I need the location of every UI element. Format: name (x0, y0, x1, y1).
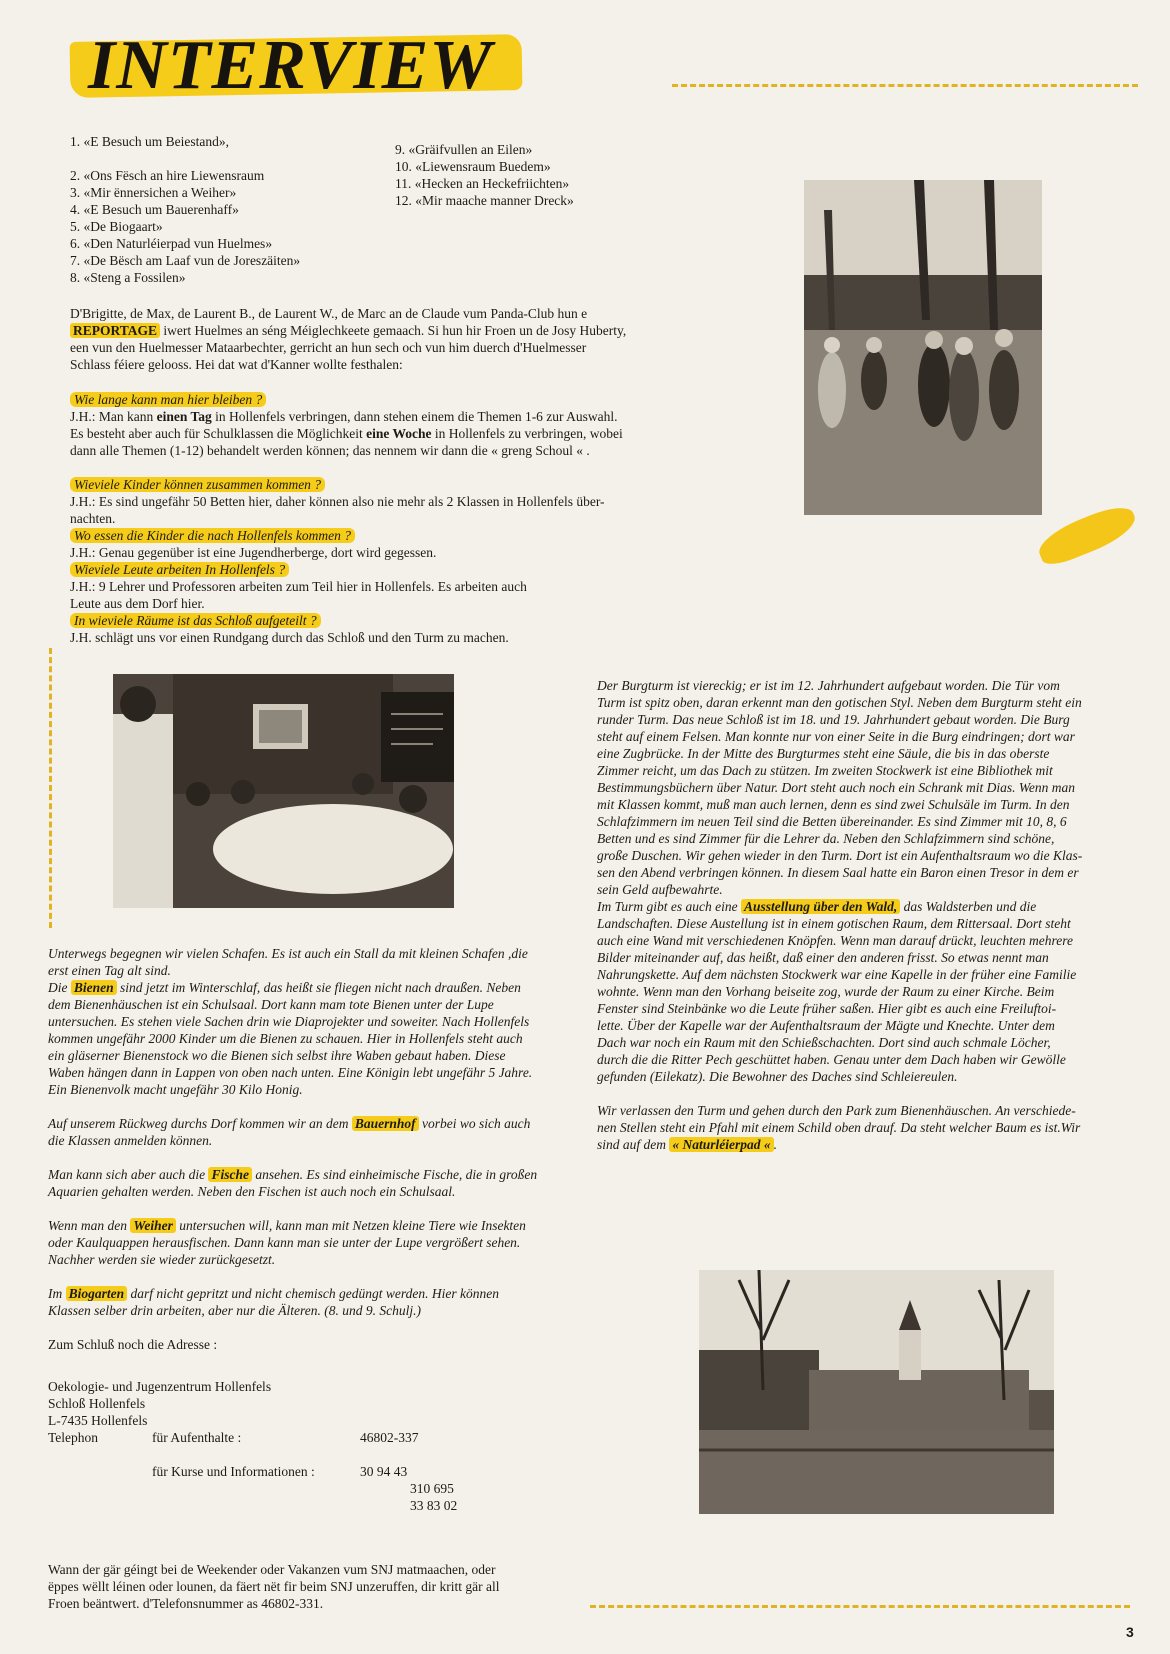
question-4: Wieviele Leute arbeiten In Hollenfels ? (70, 562, 289, 577)
biogarten-highlight: Biogarten (66, 1286, 128, 1301)
list-item: 2. «Ons Fësch an hire Liewensraum (70, 168, 265, 183)
reportage-highlight: REPORTAGE (70, 323, 160, 338)
list-item: 12. «Mir maache manner Dreck» (395, 193, 574, 208)
intro-line: een vun den Huelmesser Mataarbechter, gerricht an hun sech och vun him duerch d'Huelmesser (70, 340, 587, 355)
photo-courtyard-group (804, 180, 1042, 515)
footer-dashed-rule (590, 1605, 1130, 1608)
list-item: 7. «De Bësch am Laaf vun de Joreszäiten» (70, 253, 301, 268)
answer-line: J.H.: Es sind ungefähr 50 Betten hier, daher können also nie mehr als 2 Klassen in Hollenfels über- (70, 494, 605, 509)
weiher-highlight: Weiher (130, 1218, 176, 1233)
header-dashed-rule (672, 84, 1138, 87)
list-item: 6. «Den Naturléierpad vun Huelmes» (70, 236, 273, 251)
answer-line: J.H.: 9 Lehrer und Professoren arbeiten zum Teil hier in Hollenfels. Es arbeiten auch (70, 579, 527, 594)
intro-line: Schlass féiere gelooss. Hei dat wat d'Kanner wollte festhalen: (70, 357, 403, 372)
address-line: L-7435 Hollenfels (48, 1413, 148, 1428)
list-item: 11. «Hecken an Heckefriichten» (395, 176, 570, 191)
courses-number-2: 310 695 (410, 1481, 454, 1496)
question-2: Wieviele Kinder können zusammen kommen ? (70, 477, 325, 492)
answer-line: J.H. schlägt uns vor einen Rundgang durch das Schloß und den Turm zu machen. (70, 630, 509, 645)
courses-number-1: 30 94 43 (360, 1464, 408, 1479)
footer-note: Wann der gär géingt bei de Weekender oder Vakanzen vum SNJ matmaachen, oder ëppes wëllt léinen oder lounen, da fäert nët fir beim SNJ unzeruffen, dir kritt gär all Froen beäntwert. d'Telefonsnummer as 46802-331. (48, 1562, 500, 1611)
fische-highlight: Fische (208, 1167, 252, 1182)
decorative-brush-stroke (1033, 500, 1140, 570)
answer-line: nachten. (70, 511, 116, 526)
list-item: 9. «Gräifvullen an Eilen» (395, 142, 533, 157)
photo-classroom (113, 674, 454, 908)
topic-list-right (395, 141, 574, 209)
answer-line: Leute aus dem Dorf hier. (70, 596, 205, 611)
answer-line: J.H.: Genau gegenüber ist eine Jugendherberge, dort wird gegessen. (70, 545, 437, 560)
address-line: Oekologie- und Jugenzentrum Hollenfels (48, 1379, 272, 1394)
list-item: 10. «Liewensraum Buedem» (395, 159, 551, 174)
qa-section (70, 391, 730, 646)
ausstellung-highlight: Ausstellung über den Wald, (741, 899, 900, 914)
telephone-label: Telephon (48, 1430, 99, 1445)
list-item: 5. «De Biogaart» (70, 219, 163, 234)
question-1: Wie lange kann man hier bleiben ? (70, 392, 266, 407)
question-3: Wo essen die Kinder die nach Hollenfels kommen ? (70, 528, 355, 543)
topic-list-left (70, 133, 300, 286)
list-item: 4. «E Besuch um Bauerenhaff» (70, 202, 239, 217)
list-item: 8. «Steng a Fossilen» (70, 270, 186, 285)
answer-line: dann alle Themen (1-12) behandelt werden können; das nennem wir dann die « greng Schoul « . (70, 443, 590, 458)
address-block (48, 1336, 608, 1514)
intro-line: D'Brigitte, de Max, de Laurent B., de Laurent W., de Marc an de Claude vum Panda-Club hun e (70, 306, 588, 321)
vertical-dashed-rule (49, 648, 52, 928)
page-title: INTERVIEW (88, 27, 493, 104)
intro-paragraph (70, 305, 710, 373)
address-intro: Zum Schluß noch die Adresse : (48, 1337, 218, 1352)
page-number: 3 (1126, 1624, 1134, 1640)
answer-line: Es besteht aber auch für Schulklassen die Möglichkeit eine Woche in Hollenfels zu verbringen, wobei (70, 426, 623, 441)
right-article-column: Der Burgturm ist viereckig; er ist im 12. Jahrhundert aufgebaut worden. Die Tür vom Turm ist spitz oben, daran erkennt man den gotischen Styl. Neben dem Burgturm steht ein runder Turm. Das neue Schloß ist im 18. und 19. Jahrhundert gebaut worden. Die Burg steht auf einem Felsen. Man konnte nur von einer Seite in die Burg eindringen; dort war eine Zugbrücke. In der Mitte des Burgturmes steht eine Säule, die bis in das oberste Zimmer reicht, um das Dach zu stützen. Im zweiten Stockwerk ist eine Bibliothek mit Bestimmungsbüchern über Natur. Dort steht auch noch ein Schrank mit Dias. Wenn man mit Klassen kommt, muß man auch lernen, denn es sind zwei Schulsäle im Turm. In den Schlafzimmern im neuen Teil sind die Betten übereinander. Es sind Zimmer mit 10, 8, 6 Betten und es sind Zimmer für die Lehrer da. Neben den Schlafzimmern sind schöne, große Duschen. Wir gehen wieder in den Turm. Dort ist ein Aufenthaltsraum wo die Klas- sen den Abend verbringen können. In diesem Saal hatte ein Baron einen Tresor in dem er sein Geld aufbewahrte. Im Turm gibt es auch eine Ausstellung über den Wald, das Waldsterben und die Landschaften. Diese Austellung ist in einem gotischen Raum, dem Rittersaal. Dort steht auch eine Wand mit verschiedenen Knöpfen. Wenn man darauf drückt, leuchten mehrere Bilder miteinander auf, das heißt, daß einer den anderen frisst. So etwas nennt man Nahrungskette. Auf dem nächsten Stockwerk war eine Kapelle in der früher eine Familie wohnte. Wenn man den Vorhang beiseite zog, wurde der Raum zu einer Kirche. Beim Fenster sind Steinbänke wo die Leute früher saßen. Hier gibt es auch eine Freiluftoi- lette. Über der Kapelle war der Aufenthaltsraum der Mägte und Knechte. Unter dem Dach war noch ein Raum mit den Schießschachten. Dort sind auch schmale Löcher, durch die die Ritter Pech geschüttet haben. Genau unter dem Dach haben wir Gewölle gefunden (Eilekatz). Die Bewohner des Daches sind Schleiereulen. Wir verlassen den Turm und gehen durch den Park zum Bienenhäuschen. An verschiede- nen Stellen steht ein Pfahl mit einem Schild oben drauf. Da steht welcher Baum es ist.Wir sind auf dem « Naturléierpad « . (597, 678, 1083, 1152)
naturleierpad-highlight: « Naturléierpad « (669, 1137, 773, 1152)
photo-castle-park (699, 1270, 1054, 1514)
address-line: Schloß Hollenfels (48, 1396, 146, 1411)
left-article-column: Unterwegs begegnen wir vielen Schafen. Es ist auch ein Stall da mit kleinen Schafen ,die erst einen Tag alt sind. Die Bienen sind jetzt im Winterschlaf, das heißt sie fliegen nicht nach draußen. Neben dem Bienenhäuschen ist ein Schulsaal. Dort kann mam tote Bienen unter der Lupe untersuchen. Es stehen viele Sachen drin wie Diaprojekter und soweiter. Nach Hollenfels kommen ungefähr 2000 Kinder um die Bienen zu schauen. Hier in Hollenfels steht auch ein gläserner Bienenstock wo die Bienen sich selbst ihre Waben gebaut haben. Diese Waben hängen dann in Lappen von oben nach unten. Eine Königin lebt ungefähr 5 Jahre. Ein Bienenvolk macht ungefähr 30 Kilo Honig. Auf unserem Rückweg durchs Dorf kommen wir an dem Bauernhof vorbei wo sich auch die Klassen anmelden können. Man kann sich aber auch die Fische ansehen. Es sind einheimische Fische, die in großen Aquarien gehalten werden. Neben den Fischen ist auch noch ein Schulsaal. Wenn man den Weiher untersuchen will, kann man mit Netzen kleine Tiere wie Insekten oder Kaulquappen herausfischen. Dann kann man sie unter der Lupe vergrößert sehen. Nachher werden sie wieder zurückgesetzt. Im Biogarten darf nicht gepritzt und nicht chemisch gedüngt werden. Hier können Klassen selber drin arbeiten, aber nur die Älteren. (8. und 9. Schulj.) (48, 946, 538, 1318)
list-item: 3. «Mir ënnersichen a Weiher» (70, 185, 237, 200)
courses-label: für Kurse und Informationen : (152, 1464, 315, 1479)
title-banner (70, 24, 530, 104)
intro-line: REPORTAGE iwert Huelmes an séng Méiglechkeete gemaach. Si hun hir Froen un de Josy Huberty, (70, 322, 710, 339)
courses-number-3: 33 83 02 (410, 1498, 458, 1513)
stay-number: 46802-337 (360, 1430, 419, 1445)
bauernhof-highlight: Bauernhof (352, 1116, 419, 1131)
stay-label: für Aufenthalte : (152, 1430, 242, 1445)
bienen-highlight: Bienen (71, 980, 117, 995)
answer-line: J.H.: Man kann einen Tag in Hollenfels verbringen, dann stehen einem die Themen 1-6 zur Auswahl. (70, 409, 618, 424)
question-5: In wieviele Räume ist das Schloß aufgeteilt ? (70, 613, 321, 628)
list-item: 1. «E Besuch um Beiestand», (70, 134, 229, 149)
